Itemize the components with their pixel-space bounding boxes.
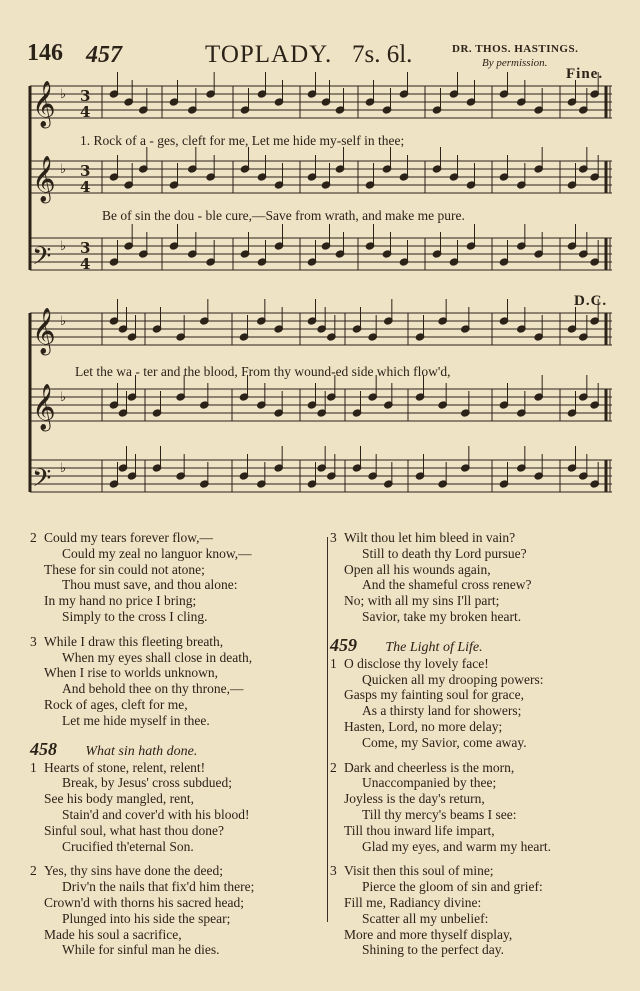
- hymn-459-heading: [330, 634, 630, 656]
- verse-line: [30, 562, 325, 578]
- verse-text: Till thy mercy's beams I see:: [362, 806, 517, 822]
- verse-text: Unaccompanied by thee;: [362, 775, 497, 791]
- verse-line: [330, 791, 630, 807]
- verse-line: [330, 807, 630, 823]
- verse-line: [30, 775, 325, 791]
- verse-gap: [330, 854, 630, 863]
- flat-sign: ♭: [60, 390, 67, 405]
- verse-text: Rock of ages, cleft for me,: [44, 696, 188, 712]
- verse-number: 2: [30, 530, 37, 545]
- verse-text: Crucified th'eternal Son.: [62, 838, 194, 854]
- verse-text: Fill me, Radiancy divine:: [344, 894, 482, 910]
- verse-text: Crown'd with thorns his sacred head;: [44, 894, 245, 910]
- verse-text: Wilt thou let him bleed in vain?: [344, 530, 516, 545]
- bass-clef: 𝄢: [32, 464, 52, 499]
- verse-text: These for sin could not atone;: [44, 561, 205, 577]
- hymn-458-number: 458: [30, 738, 57, 759]
- meter: 7s. 6l.: [352, 41, 413, 68]
- verse-text: Still to death thy Lord pursue?: [362, 545, 527, 561]
- time-signature-top: 3: [80, 87, 91, 105]
- verse-gap: [30, 729, 325, 738]
- verse-text: Break, by Jesus' cross subdued;: [62, 775, 233, 791]
- verse-line: [30, 911, 325, 927]
- verse-line: [330, 577, 630, 593]
- verse-text: Yes, thy sins have done the deed;: [44, 863, 223, 879]
- verse-text: In my hand no price I bring;: [44, 593, 197, 609]
- hymn-458-verses: [30, 760, 325, 968]
- verse-line: [330, 942, 630, 958]
- verse-line: [330, 911, 630, 927]
- verse-text: Made his soul a sacrifice,: [44, 926, 182, 942]
- verse-number: 3: [330, 530, 337, 545]
- verse-text: And the shameful cross renew?: [362, 577, 532, 593]
- verse-text: While for sinful man he dies.: [62, 942, 220, 958]
- composer: DR. THOS. HASTINGS.: [452, 43, 579, 55]
- verse-line: [30, 791, 325, 807]
- verse-number: 3: [330, 863, 337, 879]
- verse-text: Shining to the perfect day.: [362, 942, 504, 958]
- verse-text: Joyless is the day's return,: [344, 791, 485, 807]
- verse-line: [330, 593, 630, 609]
- verse-text: No; with all my sins I'll part;: [344, 593, 500, 609]
- verse-line: [330, 562, 630, 578]
- verse-line: [30, 713, 325, 729]
- flat-sign: ♭: [60, 461, 67, 476]
- permission-note: By permission.: [482, 57, 548, 69]
- left-column: [30, 530, 325, 967]
- verse-line: [30, 609, 325, 625]
- verse-line: [330, 656, 630, 672]
- verse-text: Till thou inward life impart,: [344, 822, 495, 838]
- verse-gap: [330, 625, 630, 634]
- verse-text: Glad my eyes, and warm my heart.: [362, 838, 551, 854]
- time-signature-bottom: 4: [80, 178, 91, 196]
- fine-mark: Fine.: [566, 66, 604, 82]
- verse-text: See his body mangled, rent,: [44, 791, 194, 807]
- verse-line: [30, 634, 325, 650]
- right-column: [330, 530, 630, 967]
- hymn-458-continued: [330, 530, 630, 634]
- verse-text: Hasten, Lord, no more delay;: [344, 718, 503, 734]
- verse-text: Pierce the gloom of sin and grief:: [362, 879, 543, 895]
- verse-text: Come, my Savior, come away.: [362, 734, 527, 750]
- verse-line: [330, 672, 630, 688]
- verse-text: Plunged into his side the spear;: [62, 910, 231, 926]
- treble-clef: 𝄞: [32, 384, 56, 430]
- verse-gap: [30, 854, 325, 863]
- verse-text: When my eyes shall close in death,: [62, 649, 253, 665]
- verse-line: [30, 593, 325, 609]
- lyrics-line-2: Be of sin the dou - ble cure,—Save from wrath, and make me pure.: [102, 208, 465, 223]
- verse-line: [330, 775, 630, 791]
- time-signature-top: 3: [80, 162, 91, 180]
- verse-line: [330, 879, 630, 895]
- verse-line: [30, 577, 325, 593]
- verse-text: Quicken all my drooping powers:: [362, 671, 544, 687]
- verse-line: [330, 546, 630, 562]
- verse-line: [330, 687, 630, 703]
- treble-clef: 𝄞: [32, 81, 56, 127]
- verse-line: [330, 760, 630, 776]
- verse-text: Hearts of stone, relent, relent!: [44, 759, 206, 775]
- verse-text: Driv'n the nails that fix'd him there;: [62, 879, 255, 895]
- verse-line: [30, 927, 325, 943]
- verse-line: [330, 735, 630, 751]
- flat-sign: ♭: [60, 239, 67, 254]
- verse-gap: [30, 625, 325, 634]
- verse-number: 3: [30, 633, 37, 649]
- verse-text: While I draw this fleeting breath,: [44, 633, 224, 649]
- verse-text: O disclose thy lovely face!: [344, 655, 489, 671]
- verse-text: Gasps my fainting soul for grace,: [344, 687, 524, 703]
- verse-gap: [330, 958, 630, 967]
- verse-text: Let me hide myself in thee.: [62, 712, 210, 728]
- verse-number: 2: [330, 759, 337, 775]
- verse-line: [330, 719, 630, 735]
- time-signature-bottom: 4: [80, 103, 91, 121]
- verse-text: Scatter all my unbelief:: [362, 910, 489, 926]
- verse-line: [30, 650, 325, 666]
- verse-number: 1: [330, 655, 337, 671]
- verse-gap: [30, 958, 325, 967]
- hymn-number-457: 457: [86, 42, 122, 68]
- verse-line: [30, 807, 325, 823]
- verse-line: [330, 927, 630, 943]
- treble-clef: 𝄞: [32, 308, 56, 354]
- flat-sign: ♭: [60, 162, 67, 177]
- verse-text: Dark and cheerless is the morn,: [344, 759, 515, 775]
- verse-text: And behold thee on thy throne,—: [62, 681, 244, 697]
- verse-line: [30, 942, 325, 958]
- verse-text: Simply to the cross I cling.: [62, 608, 208, 624]
- page-number: 146: [27, 40, 63, 66]
- treble-clef: 𝄞: [32, 156, 56, 202]
- verse-text: More and more thyself display,: [344, 926, 513, 942]
- verse-line: [330, 609, 630, 625]
- verse-line: [330, 839, 630, 855]
- lyrics-line-3: Let the wa - ter and the blood, From thy wound-ed side which flow'd,: [75, 364, 451, 379]
- verse-line: [330, 863, 630, 879]
- time-signature-bottom: 4: [80, 255, 91, 273]
- verse-text: Could my zeal no languor know,—: [62, 545, 252, 561]
- hymn-458-title: What sin hath done.: [85, 743, 198, 759]
- verse-number: 1: [30, 759, 37, 775]
- bass-clef: 𝄢: [32, 242, 52, 277]
- verse-text: As a thirsty land for showers;: [362, 703, 522, 719]
- hymn-459-title: The Light of Life.: [385, 639, 483, 655]
- hymn-457-verses: [30, 530, 325, 738]
- verse-text: Thou must save, and thou alone:: [62, 577, 238, 593]
- column-divider: [327, 537, 328, 922]
- verse-line: [30, 863, 325, 879]
- flat-sign: ♭: [60, 87, 67, 102]
- time-signature-top: 3: [80, 239, 91, 257]
- verse-text: Sinful soul, what hast thou done?: [44, 822, 224, 838]
- lyrics-line-1: 1. Rock of a - ges, cleft for me, Let me hide my-self in thee;: [80, 133, 405, 148]
- verse-line: [330, 823, 630, 839]
- verse-line: [30, 895, 325, 911]
- verse-line: [30, 839, 325, 855]
- verse-text: Open all his wounds again,: [344, 561, 491, 577]
- verse-text: Visit then this soul of mine;: [344, 863, 494, 879]
- verse-text: Savior, take my broken heart.: [362, 608, 522, 624]
- flat-sign: ♭: [60, 314, 67, 329]
- verse-line: [330, 703, 630, 719]
- verse-text: When I rise to worlds unknown,: [44, 665, 218, 681]
- verse-text: Stain'd and cover'd with his blood!: [62, 806, 250, 822]
- verse-line: [30, 681, 325, 697]
- verse-gap: [330, 751, 630, 760]
- verse-line: [30, 697, 325, 713]
- verse-text: Could my tears forever flow,—: [44, 530, 213, 545]
- verse-line: [330, 530, 630, 546]
- hymn-459-verses: [330, 656, 630, 967]
- verse-line: [30, 530, 325, 546]
- dc-mark: D.C.: [574, 293, 608, 309]
- tune-name: TOPLADY.: [205, 41, 333, 68]
- verse-line: [30, 879, 325, 895]
- verse-line: [30, 665, 325, 681]
- hymn-459-number: 459: [330, 634, 357, 655]
- verse-line: [30, 760, 325, 776]
- hymn-458-heading: [30, 738, 325, 760]
- verse-number: 2: [30, 863, 37, 879]
- verse-line: [30, 546, 325, 562]
- verse-line: [30, 823, 325, 839]
- verse-line: [330, 895, 630, 911]
